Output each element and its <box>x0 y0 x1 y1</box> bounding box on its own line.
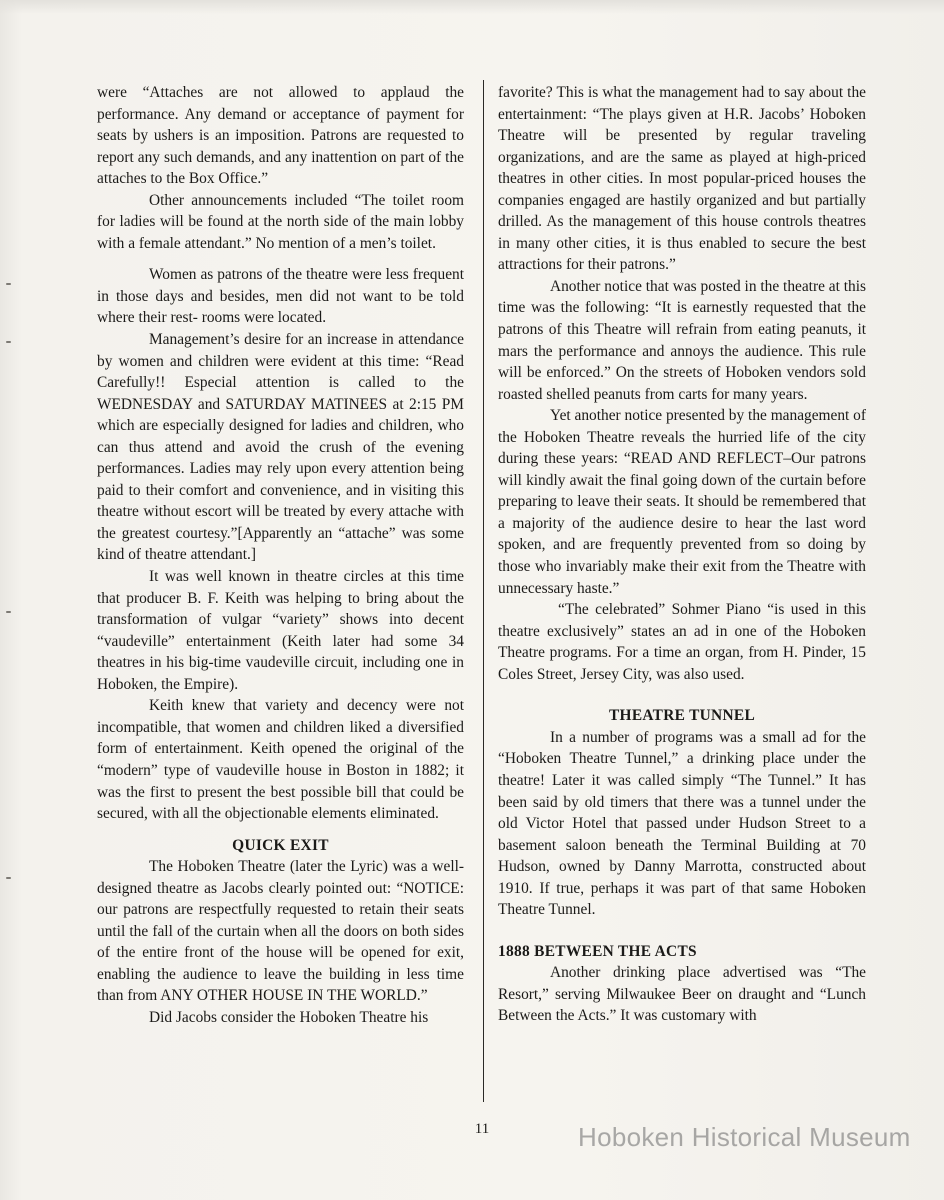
paragraph: Another drinking place advertised was “The Resort,” serving Milwaukee Beer on draught and “Lunch Between the Acts.” It was customary with <box>498 964 866 1025</box>
paragraph: It was well known in theatre circles at this time that producer B. F. Keith was helping to bring about the transformation of vulgar “variety” shows into decent “vaudeville” entertainment (Keith later had some 34 theatres in his big-time vaudeville circuit, including one in Hoboken, the Empire). <box>97 568 464 693</box>
column-divider <box>483 80 484 1102</box>
paragraph: Yet another notice presented by the management of the Hoboken Theatre reveals the hurried life of the city during these years: “READ AND REFLECT–Our patrons will kindly await the final going down of the curtain before preparing to leave their seats. It should be remembered that a majority of the audience desire to hear the last word spoken, and are frequently prevented from so doing by those who invariably make their exit from the Theatre with unnecessary haste.” <box>498 407 866 597</box>
page-top-shadow <box>0 0 944 14</box>
paragraph: The Hoboken Theatre (later the Lyric) was a well-designed theatre as Jacobs clearly pointed out: “NOTICE: our patrons are respectfully requested to retain their seats until the fall of the curtain when all the doors on both sides of the entire front of the house will be opened for exit, enabling the audience to leave the building in less time than from ANY OTHER HOUSE IN THE WORLD.” <box>97 858 464 1005</box>
paragraph: were “Attaches are not allowed to applaud the performance. Any demand or acceptance of payment for seats by ushers is an imposition. Patrons are requested to report any such demands, and any inattention on part of the attaches to the Box Office.” <box>97 84 464 188</box>
section-heading-quick-exit: QUICK EXIT <box>232 836 329 854</box>
binding-staple-mark <box>6 341 11 343</box>
museum-watermark: Hoboken Historical Museum <box>578 1122 911 1152</box>
binding-staple-mark <box>6 877 11 879</box>
section-heading-theatre-tunnel: THEATRE TUNNEL <box>608 707 756 725</box>
paragraph: In a number of programs was a small ad for the “Hoboken Theatre Tunnel,” a drinking place under the theatre! Later it was called simply “The Tunnel.” It has been said by old timers that there was a tunnel under the old Victor Hotel that passed under Hudson Street to a basement saloon beneath the Terminal Building at 70 Hudson, owned by Danny Marrotta, constructed about 1910. If true, perhaps it was part of that same Hoboken Theatre Tunnel. <box>498 728 866 919</box>
paragraph: Another notice that was posted in the theatre at this time was the following: “It is earnestly requested that the patrons of this Theatre will refrain from eating peanuts, it mars the performance and annoys the audience. This rule will be enforced.” On the streets of Hoboken vendors sold roasted shelled peanuts from carts for many years. <box>498 277 866 403</box>
page-number: 11 <box>474 1121 490 1137</box>
paragraph: Did Jacobs consider the Hoboken Theatre his <box>149 1008 429 1026</box>
left-column <box>97 82 464 1029</box>
binding-staple-mark <box>6 283 11 285</box>
paragraph: Management’s desire for an increase in attendance by women and children were evident at this time: “Read Carefully!! Especial attention is called to the WEDNESDAY and SATURDAY MATINEES at 2:15 PM which are especially designed for ladies and children, who can thus attend and avoid the crush of the evening performances. Ladies may rely upon every attention being paid to their comfort and convenience, and in visiting this theatre without escort will be treated by every attache with the greatest courtesy.”[Apparently an “attache” was some kind of theatre attendant.] <box>97 331 464 564</box>
paragraph: favorite? This is what the management had to say about the entertainment: “The plays given at H.R. Jacobs’ Hoboken Theatre will be presented by regular traveling organizations, and are the same as played at high-priced theatres in other cities. In most popular-priced houses the companies engaged are hastily organized and but partially drilled. As the management of this house controls theatres in many other cities, it is thus enabled to secure the best attractions for their patrons.” <box>498 84 866 274</box>
paragraph: “The celebrated” Sohmer Piano “is used in this theatre exclusively” states an ad in one of the Hoboken Theatre programs. For a time an organ, from H. Pinder, 15 Coles Street, Jersey City, was also used. <box>498 601 866 683</box>
binding-staple-mark <box>6 611 11 613</box>
section-heading-between-the-acts: 1888 BETWEEN THE ACTS <box>498 942 697 960</box>
paragraph: Other announcements included “The toilet room for ladies will be found at the north side of the main lobby with a female attendant.” No mention of a men’s toilet. <box>97 191 464 252</box>
paragraph: Women as patrons of the theatre were less frequent in those days and besides, men did not want to be told where their rest- rooms were located. <box>97 266 464 327</box>
paragraph: Keith knew that variety and decency were not incompatible, that women and children liked a diversified form of entertainment. Keith opened the original of the “modern” type of vaudeville house in Boston in 1882; it was the first to present the best possible bill that could be secured, with all the objectionable elements eliminated. <box>97 697 464 823</box>
right-column <box>498 82 866 1027</box>
